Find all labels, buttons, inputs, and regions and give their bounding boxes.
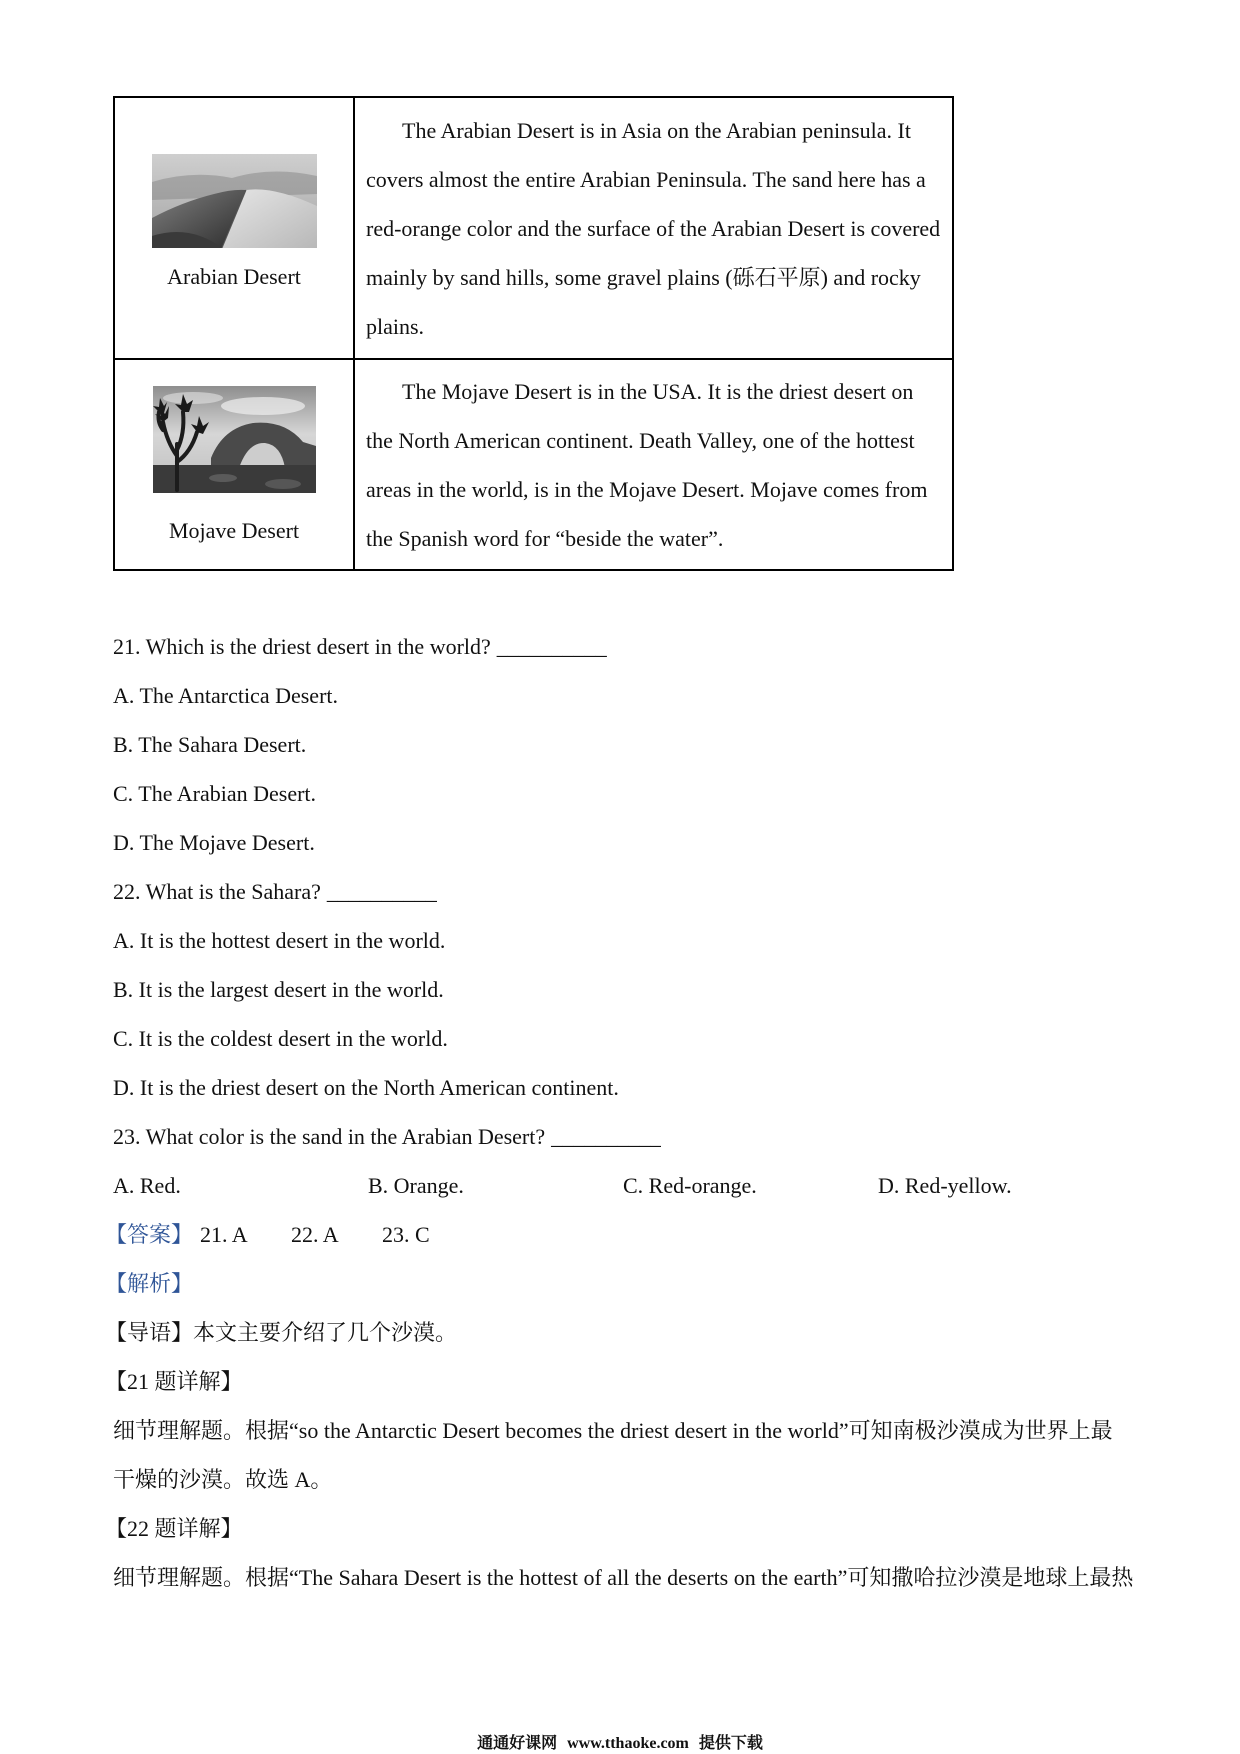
description-line: The Arabian Desert is in Asia on the Arabian peninsula. It	[402, 118, 911, 143]
question-stem: 21. Which is the driest desert in the world?	[113, 634, 491, 659]
analysis-heading-21: 【21 题详解】	[105, 1369, 243, 1394]
description-line: plains.	[366, 314, 425, 339]
answer-blank: __________	[551, 1124, 662, 1149]
question-22-option-a: A. It is the hottest desert in the world.	[113, 928, 446, 953]
answer-key-label: 【答案】	[105, 1222, 194, 1247]
description-line: The Mojave Desert is in the USA. It is the driest desert on	[402, 379, 914, 404]
page-footer	[0, 1735, 1240, 1753]
question-21-option-b: B. The Sahara Desert.	[113, 732, 307, 757]
description-line: the North American continent. Death Valley, one of the hottest	[366, 428, 915, 453]
analysis-line: 细节理解题。根据“The Sahara Desert is the hottest of all the deserts on the earth”可知撒哈拉沙漠是地球上最热	[113, 1565, 1134, 1590]
question-22-option-b: B. It is the largest desert in the world.	[113, 977, 444, 1002]
mojave-desert-description	[366, 367, 952, 563]
analysis-label: 【解析】	[105, 1271, 194, 1296]
analysis-heading-22: 【22 题详解】	[105, 1516, 243, 1541]
analysis-line: 细节理解题。根据“so the Antarctic Desert becomes the driest desert in the world”可知南极沙漠成为世界上最	[113, 1418, 1113, 1443]
arabian-desert-caption: Arabian Desert	[167, 264, 301, 289]
description-line: mainly by sand hills, some gravel plains (砾石平原) and rocky	[366, 265, 921, 290]
footer-url: www.tthaoke.com	[567, 1735, 689, 1752]
answer-blank: __________	[496, 634, 607, 659]
question-23-option-c: C. Red-orange.	[623, 1173, 757, 1198]
question-22-option-c: C. It is the coldest desert in the world.	[113, 1026, 448, 1051]
footer-download-note: 提供下载	[698, 1735, 763, 1752]
answer-item: 21. A	[200, 1222, 248, 1247]
answer-item: 23. C	[382, 1222, 430, 1247]
question-22	[113, 867, 437, 916]
arabian-desert-photo	[152, 154, 317, 248]
description-line: areas in the world, is in the Mojave Desert. Mojave comes from	[366, 477, 928, 502]
question-stem: 22. What is the Sahara?	[113, 879, 321, 904]
mojave-desert-photo	[153, 386, 316, 493]
question-21-option-d: D. The Mojave Desert.	[113, 830, 315, 855]
question-stem: 23. What color is the sand in the Arabian Desert?	[113, 1124, 546, 1149]
question-23-option-b: B. Orange.	[368, 1173, 464, 1198]
question-23-option-a: A. Red.	[113, 1173, 181, 1198]
footer-site-name: 通通好课网	[477, 1735, 558, 1752]
table-row-divider	[113, 358, 954, 360]
table-column-divider	[353, 96, 355, 571]
description-line: covers almost the entire Arabian Peninsula. The sand here has a	[366, 167, 926, 192]
question-23-option-d: D. Red-yellow.	[878, 1173, 1012, 1198]
arabian-desert-description	[366, 106, 952, 351]
question-21-option-c: C. The Arabian Desert.	[113, 781, 317, 806]
analysis-intro: 【导语】本文主要介绍了几个沙漠。	[105, 1320, 458, 1345]
description-line: red-orange color and the surface of the Arabian Desert is covered	[366, 216, 941, 241]
description-line: the Spanish word for “beside the water”.	[366, 526, 724, 551]
mojave-desert-caption: Mojave Desert	[168, 518, 300, 543]
answer-blank: __________	[326, 879, 437, 904]
question-23	[113, 1112, 661, 1161]
question-21-option-a: A. The Antarctica Desert.	[113, 683, 339, 708]
analysis-line: 干燥的沙漠。故选 A。	[113, 1467, 333, 1492]
question-21	[113, 622, 607, 671]
question-22-option-d: D. It is the driest desert on the North American continent.	[113, 1075, 619, 1100]
answer-item: 22. A	[291, 1222, 339, 1247]
